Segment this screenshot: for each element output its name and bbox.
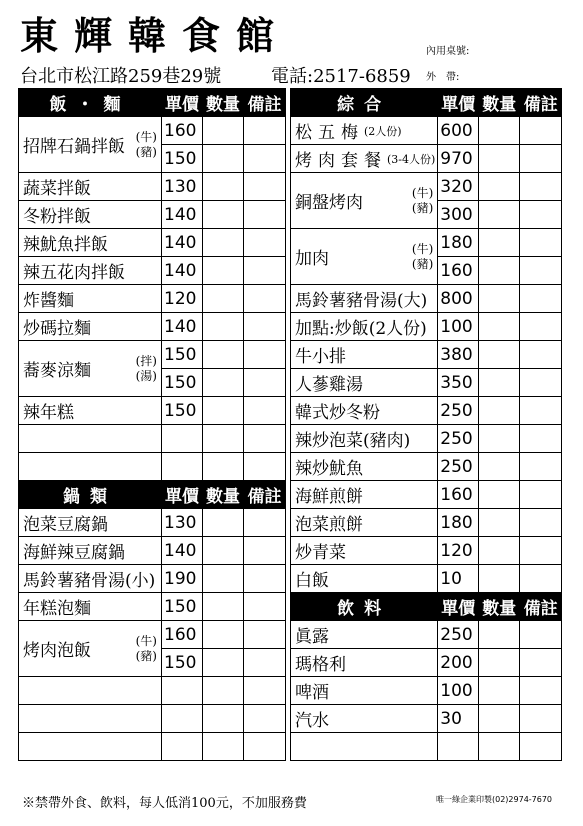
item-name-text: 韓式炒冬粉 bbox=[295, 403, 380, 423]
menu-item-name bbox=[19, 313, 162, 341]
variant-label: (豬) bbox=[135, 144, 157, 159]
item-qty-cell bbox=[479, 397, 520, 425]
menu-item-row bbox=[291, 621, 562, 649]
menu-item-row bbox=[19, 537, 286, 565]
item-price: 180 bbox=[438, 509, 479, 537]
item-qty-cell bbox=[479, 649, 520, 677]
item-portion-note: (2人份) bbox=[364, 124, 402, 138]
blank-cell bbox=[244, 425, 286, 453]
menu-item-name bbox=[19, 397, 162, 425]
item-qty-cell bbox=[479, 341, 520, 369]
item-qty-cell bbox=[479, 173, 520, 201]
item-price: 130 bbox=[162, 509, 203, 537]
blank-row bbox=[19, 425, 286, 453]
item-qty-cell bbox=[203, 537, 244, 565]
item-name-text: 銅盤烤肉 bbox=[295, 193, 363, 213]
menu-item-name bbox=[19, 621, 162, 677]
item-note-cell bbox=[244, 565, 286, 593]
printer-credit: 唯一綠企業印製(02)2974-7670 bbox=[436, 795, 553, 804]
column-price: 單價 bbox=[438, 593, 479, 621]
item-note-cell bbox=[244, 397, 286, 425]
variant-label: (豬) bbox=[411, 200, 434, 215]
item-note-cell bbox=[520, 677, 562, 705]
menu-item-name bbox=[19, 201, 162, 229]
item-name-text: 加肉 bbox=[295, 249, 329, 269]
menu-item-row bbox=[19, 173, 286, 201]
item-qty-cell bbox=[203, 369, 244, 397]
menu-item-row bbox=[19, 257, 286, 285]
item-price: 600 bbox=[438, 117, 479, 145]
item-name-text: 辣年糕 bbox=[23, 403, 74, 423]
item-note-cell bbox=[520, 453, 562, 481]
blank-cell bbox=[291, 733, 438, 761]
item-note-cell bbox=[244, 509, 286, 537]
takeout-label: 外 帶: bbox=[426, 72, 460, 83]
item-qty-cell bbox=[203, 509, 244, 537]
item-price: 160 bbox=[162, 621, 203, 649]
item-name-text: 炸醬麵 bbox=[23, 291, 74, 311]
item-name-text: 年糕泡麵 bbox=[23, 599, 91, 619]
item-name-text: 辣炒泡菜(豬肉) bbox=[295, 431, 411, 451]
blank-cell bbox=[162, 705, 203, 733]
item-note-cell bbox=[520, 621, 562, 649]
blank-cell bbox=[244, 453, 286, 481]
column-qty: 數量 bbox=[203, 481, 244, 509]
item-note-cell bbox=[244, 117, 286, 145]
blank-cell bbox=[162, 453, 203, 481]
item-name-text: 白飯 bbox=[295, 571, 329, 591]
menu-item-row bbox=[19, 229, 286, 257]
variant-label: (拌) bbox=[135, 353, 157, 368]
blank-cell bbox=[520, 733, 562, 761]
item-price: 200 bbox=[438, 649, 479, 677]
blank-cell bbox=[203, 705, 244, 733]
item-name-text: 啤酒 bbox=[295, 683, 329, 703]
menu-item-name bbox=[19, 565, 162, 593]
item-price: 160 bbox=[162, 117, 203, 145]
blank-row bbox=[19, 733, 286, 761]
menu-item-row bbox=[291, 565, 562, 593]
section-title: 綜合 bbox=[291, 89, 438, 117]
item-note-cell bbox=[520, 649, 562, 677]
variant-label: (牛) bbox=[411, 241, 434, 256]
blank-cell bbox=[479, 733, 520, 761]
item-name-text: 招牌石鍋拌飯 bbox=[23, 137, 125, 157]
item-price: 350 bbox=[438, 369, 479, 397]
item-note-cell bbox=[520, 705, 562, 733]
variant-label: (豬) bbox=[135, 648, 157, 663]
item-name-text: 烤肉泡飯 bbox=[23, 641, 91, 661]
item-note-cell bbox=[520, 509, 562, 537]
menu-item-name bbox=[291, 705, 438, 733]
blank-cell bbox=[203, 453, 244, 481]
menu-item-name bbox=[19, 341, 162, 397]
item-note-cell bbox=[520, 145, 562, 173]
item-note-cell bbox=[520, 425, 562, 453]
item-note-cell bbox=[244, 341, 286, 369]
item-name-text: 海鮮煎餅 bbox=[295, 487, 363, 507]
item-note-cell bbox=[520, 285, 562, 313]
item-qty-cell bbox=[203, 201, 244, 229]
item-qty-cell bbox=[203, 565, 244, 593]
menu-item-name bbox=[19, 173, 162, 201]
variant-label: (湯) bbox=[135, 368, 157, 383]
item-price: 970 bbox=[438, 145, 479, 173]
item-note-cell bbox=[244, 369, 286, 397]
section-header bbox=[19, 89, 286, 117]
menu-item-row bbox=[19, 313, 286, 341]
item-qty-cell bbox=[479, 201, 520, 229]
item-qty-cell bbox=[203, 649, 244, 677]
item-qty-cell bbox=[203, 341, 244, 369]
blank-cell bbox=[203, 733, 244, 761]
item-note-cell bbox=[520, 369, 562, 397]
item-name-text: 瑪格利 bbox=[295, 655, 346, 675]
item-price: 140 bbox=[162, 257, 203, 285]
blank-row bbox=[19, 453, 286, 481]
footer-note: ※禁帶外食、飲料，每人低消100元，不加服務費 bbox=[22, 796, 307, 811]
item-qty-cell bbox=[479, 229, 520, 257]
item-price: 180 bbox=[438, 229, 479, 257]
item-name-text: 辣五花肉拌飯 bbox=[23, 263, 125, 283]
menu-item-row bbox=[291, 649, 562, 677]
item-price: 140 bbox=[162, 201, 203, 229]
item-price: 140 bbox=[162, 313, 203, 341]
menu-item-name bbox=[291, 313, 438, 341]
item-note-cell bbox=[244, 145, 286, 173]
column-price: 單價 bbox=[162, 89, 203, 117]
item-price: 150 bbox=[162, 397, 203, 425]
blank-cell bbox=[244, 733, 286, 761]
menu-item-name bbox=[291, 481, 438, 509]
menu-item-name bbox=[291, 369, 438, 397]
item-price: 300 bbox=[438, 201, 479, 229]
column-note: 備註 bbox=[520, 593, 562, 621]
item-price: 250 bbox=[438, 397, 479, 425]
item-qty-cell bbox=[203, 229, 244, 257]
blank-cell bbox=[244, 677, 286, 705]
item-qty-cell bbox=[203, 397, 244, 425]
item-name-text: 烤肉套餐 bbox=[295, 151, 387, 171]
item-name-text: 加點:炒飯(2人份) bbox=[295, 319, 427, 339]
menu-item-row bbox=[291, 313, 562, 341]
section-title: 飯・麵 bbox=[19, 89, 162, 117]
section-title: 鍋類 bbox=[19, 481, 162, 509]
column-qty: 數量 bbox=[479, 89, 520, 117]
variant-label: (牛) bbox=[135, 129, 157, 144]
menu-item-row bbox=[291, 425, 562, 453]
menu-item-row bbox=[291, 173, 562, 201]
item-qty-cell bbox=[479, 705, 520, 733]
menu-item-name bbox=[19, 285, 162, 313]
item-qty-cell bbox=[479, 453, 520, 481]
item-note-cell bbox=[244, 537, 286, 565]
section-title: 飲料 bbox=[291, 593, 438, 621]
menu-item-row bbox=[19, 341, 286, 369]
item-qty-cell bbox=[479, 677, 520, 705]
item-note-cell bbox=[244, 313, 286, 341]
menu-item-row bbox=[291, 285, 562, 313]
item-price: 120 bbox=[162, 285, 203, 313]
variant-label: (豬) bbox=[411, 256, 434, 271]
item-qty-cell bbox=[479, 117, 520, 145]
item-note-cell bbox=[244, 593, 286, 621]
address: 台北市松江路259巷29號 bbox=[20, 66, 222, 87]
menu-item-name bbox=[19, 593, 162, 621]
menu-item-row bbox=[291, 705, 562, 733]
item-note-cell bbox=[244, 173, 286, 201]
item-price: 250 bbox=[438, 621, 479, 649]
item-price: 150 bbox=[162, 593, 203, 621]
item-price: 250 bbox=[438, 425, 479, 453]
menu-item-row bbox=[19, 621, 286, 649]
item-note-cell bbox=[520, 201, 562, 229]
blank-cell bbox=[438, 733, 479, 761]
item-note-cell bbox=[520, 173, 562, 201]
item-name-text: 泡菜豆腐鍋 bbox=[23, 515, 108, 535]
menu-item-name bbox=[291, 509, 438, 537]
item-note-cell bbox=[244, 649, 286, 677]
item-note-cell bbox=[244, 201, 286, 229]
item-qty-cell bbox=[479, 313, 520, 341]
column-note: 備註 bbox=[520, 89, 562, 117]
item-note-cell bbox=[520, 229, 562, 257]
item-qty-cell bbox=[203, 173, 244, 201]
column-note: 備註 bbox=[244, 481, 286, 509]
menu-item-name bbox=[291, 229, 438, 285]
item-qty-cell bbox=[203, 257, 244, 285]
item-price: 800 bbox=[438, 285, 479, 313]
item-price: 160 bbox=[438, 257, 479, 285]
blank-row bbox=[291, 733, 562, 761]
menu-item-name bbox=[291, 117, 438, 145]
blank-cell bbox=[203, 677, 244, 705]
menu-item-name bbox=[19, 537, 162, 565]
menu-item-row bbox=[19, 509, 286, 537]
menu-item-row bbox=[291, 453, 562, 481]
menu-item-name bbox=[291, 285, 438, 313]
item-name-text: 馬鈴薯豬骨湯(大) bbox=[295, 291, 428, 311]
phone: 電話:2517-6859 bbox=[271, 66, 411, 87]
item-price: 120 bbox=[438, 537, 479, 565]
item-name-text: 辣魷魚拌飯 bbox=[23, 235, 108, 255]
item-price: 30 bbox=[438, 705, 479, 733]
item-note-cell bbox=[244, 257, 286, 285]
item-qty-cell bbox=[479, 509, 520, 537]
item-qty-cell bbox=[479, 621, 520, 649]
item-price: 100 bbox=[438, 313, 479, 341]
blank-cell bbox=[203, 425, 244, 453]
item-price: 150 bbox=[162, 369, 203, 397]
blank-cell bbox=[19, 677, 162, 705]
item-name-text: 馬鈴薯豬骨湯(小) bbox=[23, 571, 156, 591]
menu-item-row bbox=[19, 201, 286, 229]
menu-item-row bbox=[291, 229, 562, 257]
menu-item-name bbox=[19, 509, 162, 537]
item-price: 100 bbox=[438, 677, 479, 705]
item-name-text: 冬粉拌飯 bbox=[23, 207, 91, 227]
item-price: 250 bbox=[438, 453, 479, 481]
item-price: 190 bbox=[162, 565, 203, 593]
item-name-text: 炒青菜 bbox=[295, 543, 346, 563]
section-header bbox=[291, 89, 562, 117]
menu-item-name bbox=[291, 677, 438, 705]
menu-item-row bbox=[291, 481, 562, 509]
item-name-text: 辣炒魷魚 bbox=[295, 459, 363, 479]
item-portion-note: (3-4人份) bbox=[387, 152, 436, 166]
item-note-cell bbox=[244, 285, 286, 313]
item-qty-cell bbox=[479, 285, 520, 313]
item-qty-cell bbox=[479, 369, 520, 397]
item-qty-cell bbox=[203, 621, 244, 649]
blank-cell bbox=[19, 705, 162, 733]
item-name-text: 松五梅 bbox=[295, 123, 364, 143]
blank-cell bbox=[19, 453, 162, 481]
blank-cell bbox=[162, 425, 203, 453]
item-note-cell bbox=[520, 341, 562, 369]
column-qty: 數量 bbox=[203, 89, 244, 117]
item-name-text: 人蔘雞湯 bbox=[295, 375, 363, 395]
blank-cell bbox=[19, 425, 162, 453]
blank-cell bbox=[162, 733, 203, 761]
item-note-cell bbox=[520, 397, 562, 425]
restaurant-name: 東輝韓食館 bbox=[20, 13, 291, 58]
item-name-text: 蔬菜拌飯 bbox=[23, 179, 91, 199]
menu-item-name bbox=[19, 229, 162, 257]
variant-label: (牛) bbox=[135, 633, 157, 648]
item-price: 380 bbox=[438, 341, 479, 369]
menu-item-name bbox=[291, 397, 438, 425]
item-price: 130 bbox=[162, 173, 203, 201]
item-qty-cell bbox=[479, 481, 520, 509]
menu-item-row bbox=[19, 565, 286, 593]
section-header bbox=[19, 481, 286, 509]
item-name-text: 泡菜煎餅 bbox=[295, 515, 363, 535]
item-price: 140 bbox=[162, 229, 203, 257]
menu-item-name bbox=[291, 173, 438, 229]
item-price: 10 bbox=[438, 565, 479, 593]
menu-item-name bbox=[291, 453, 438, 481]
dine-in-table-label: 內用桌號: bbox=[426, 46, 470, 57]
blank-row bbox=[19, 705, 286, 733]
item-note-cell bbox=[520, 117, 562, 145]
menu-item-row bbox=[19, 593, 286, 621]
menu-item-name bbox=[19, 117, 162, 173]
item-qty-cell bbox=[479, 257, 520, 285]
menu-item-row bbox=[291, 369, 562, 397]
right-menu-table bbox=[290, 88, 562, 761]
item-price: 320 bbox=[438, 173, 479, 201]
item-price: 150 bbox=[162, 145, 203, 173]
menu-item-row bbox=[291, 397, 562, 425]
column-qty: 數量 bbox=[479, 593, 520, 621]
item-note-cell bbox=[244, 229, 286, 257]
item-qty-cell bbox=[479, 565, 520, 593]
item-note-cell bbox=[520, 313, 562, 341]
menu-item-name bbox=[291, 537, 438, 565]
item-note-cell bbox=[520, 257, 562, 285]
item-price: 150 bbox=[162, 341, 203, 369]
menu-item-name bbox=[291, 649, 438, 677]
item-qty-cell bbox=[203, 593, 244, 621]
blank-cell bbox=[19, 733, 162, 761]
menu-item-row bbox=[19, 117, 286, 145]
item-name-text: 牛小排 bbox=[295, 347, 346, 367]
item-name-text: 海鮮辣豆腐鍋 bbox=[23, 543, 125, 563]
item-price: 140 bbox=[162, 537, 203, 565]
menu-item-row bbox=[291, 341, 562, 369]
item-note-cell bbox=[244, 621, 286, 649]
menu-item-name bbox=[291, 621, 438, 649]
item-qty-cell bbox=[203, 117, 244, 145]
item-qty-cell bbox=[479, 425, 520, 453]
left-menu-table bbox=[18, 88, 286, 761]
item-name-text: 蕎麥涼麵 bbox=[23, 361, 91, 381]
menu-item-name bbox=[291, 565, 438, 593]
item-price: 150 bbox=[162, 649, 203, 677]
variant-label: (牛) bbox=[411, 185, 434, 200]
menu-item-row bbox=[19, 285, 286, 313]
column-price: 單價 bbox=[162, 481, 203, 509]
menu-item-name bbox=[19, 257, 162, 285]
item-qty-cell bbox=[203, 313, 244, 341]
menu-item-row bbox=[291, 509, 562, 537]
column-note: 備註 bbox=[244, 89, 286, 117]
menu-item-row bbox=[19, 397, 286, 425]
item-price: 160 bbox=[438, 481, 479, 509]
item-qty-cell bbox=[479, 537, 520, 565]
item-name-text: 汽水 bbox=[295, 711, 329, 731]
blank-cell bbox=[162, 677, 203, 705]
item-qty-cell bbox=[479, 145, 520, 173]
item-note-cell bbox=[520, 565, 562, 593]
item-note-cell bbox=[520, 481, 562, 509]
menu-item-name bbox=[291, 425, 438, 453]
blank-cell bbox=[244, 705, 286, 733]
column-price: 單價 bbox=[438, 89, 479, 117]
blank-row bbox=[19, 677, 286, 705]
menu-item-row bbox=[291, 537, 562, 565]
menu-item-name bbox=[291, 341, 438, 369]
item-name-text: 眞露 bbox=[295, 627, 329, 647]
item-name-text: 炒碼拉麵 bbox=[23, 319, 91, 339]
item-qty-cell bbox=[203, 285, 244, 313]
item-note-cell bbox=[520, 537, 562, 565]
menu-item-row bbox=[291, 117, 562, 145]
menu-item-row bbox=[291, 677, 562, 705]
menu-item-name bbox=[291, 145, 438, 173]
menu-item-row bbox=[291, 145, 562, 173]
section-header bbox=[291, 593, 562, 621]
item-qty-cell bbox=[203, 145, 244, 173]
